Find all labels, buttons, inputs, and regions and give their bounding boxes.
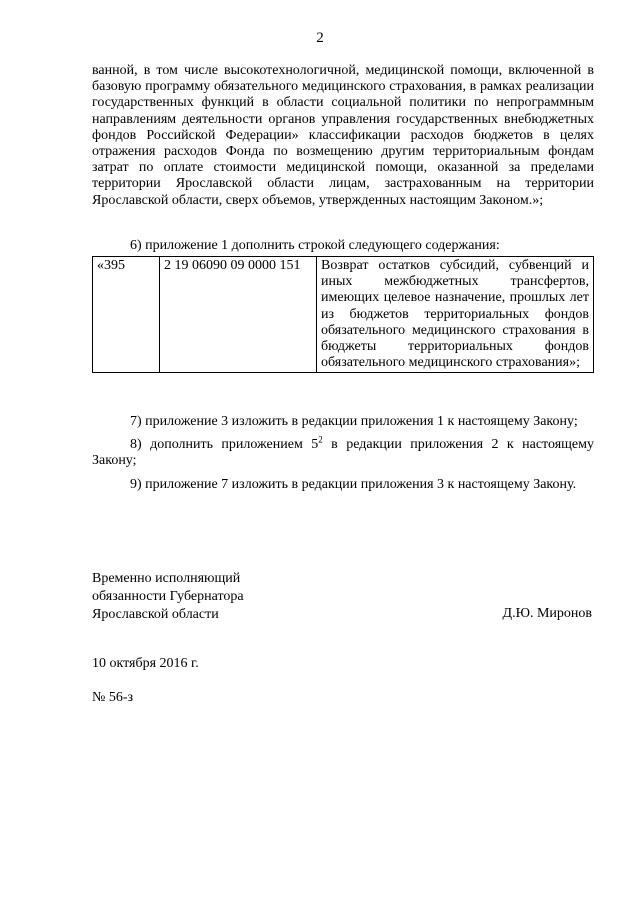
table-cell-description: Возврат остатков субсидий, субвенций и иных межбюджетных трансфертов, имеющих целевое назначение, прошлых лет из бюджетов территориальных фондов обязательного медицинского страхования в бюджеты территориальных фондов обязательного медицинского страхования»;: [317, 257, 594, 373]
document-date: 10 октября 2016 г.: [92, 656, 199, 671]
item-8-superscript: 2: [318, 434, 323, 445]
page-number: 2: [316, 30, 324, 46]
table-row: [93, 257, 594, 373]
law-number: № 56-з: [92, 690, 134, 705]
table-cell-kbk: 2 19 06090 09 0000 151: [160, 257, 317, 373]
intro-paragraph: ванной, в том числе высокотехнологичной, медицинской помощи, включенной в базовую программу обязательного медицинского страхования, в рамках реализации государственных функций в области социальной политики по непрограммным направлениям деятельности органов управления государственных внебюджетных фондов Российской Федерации» классификации расходов бюджетов в целях отражения расходов Фонда по возмещению другим территориальным фондам затрат по оплате стоимости медицинской помощи, оказанной за пределами территории Ярославской области лицам, застрахованным на территории Ярославской области, сверх объемов, утвержденных настоящим Законом.»;: [92, 63, 594, 208]
item-6-paragraph: 6) приложение 1 дополнить строкой следующего содержания:: [130, 238, 500, 253]
signature-block: [92, 570, 244, 624]
item-7-paragraph: 7) приложение 3 изложить в редакции приложения 1 к настоящему Закону;: [130, 414, 578, 429]
item-8-text-before: 8) дополнить приложением 5: [130, 437, 319, 453]
item-8-text-after: в редакции приложения 2 к настоящему Закону;: [92, 437, 595, 469]
signer-name: Д.Ю. Миронов: [502, 606, 592, 621]
item-8-paragraph: [92, 434, 595, 469]
items-section: [92, 414, 594, 500]
signature-title-line-1: Временно исполняющий: [92, 571, 241, 586]
amendment-table: [92, 256, 594, 373]
signature-title-line-2: обязанности Губернатора: [92, 589, 244, 604]
signature-title-line-3: Ярославской области: [92, 607, 219, 622]
table-cell-code: «395: [93, 257, 160, 373]
item-9-paragraph: 9) приложение 7 изложить в редакции приложения 3 к настоящему Закону.: [130, 476, 577, 492]
